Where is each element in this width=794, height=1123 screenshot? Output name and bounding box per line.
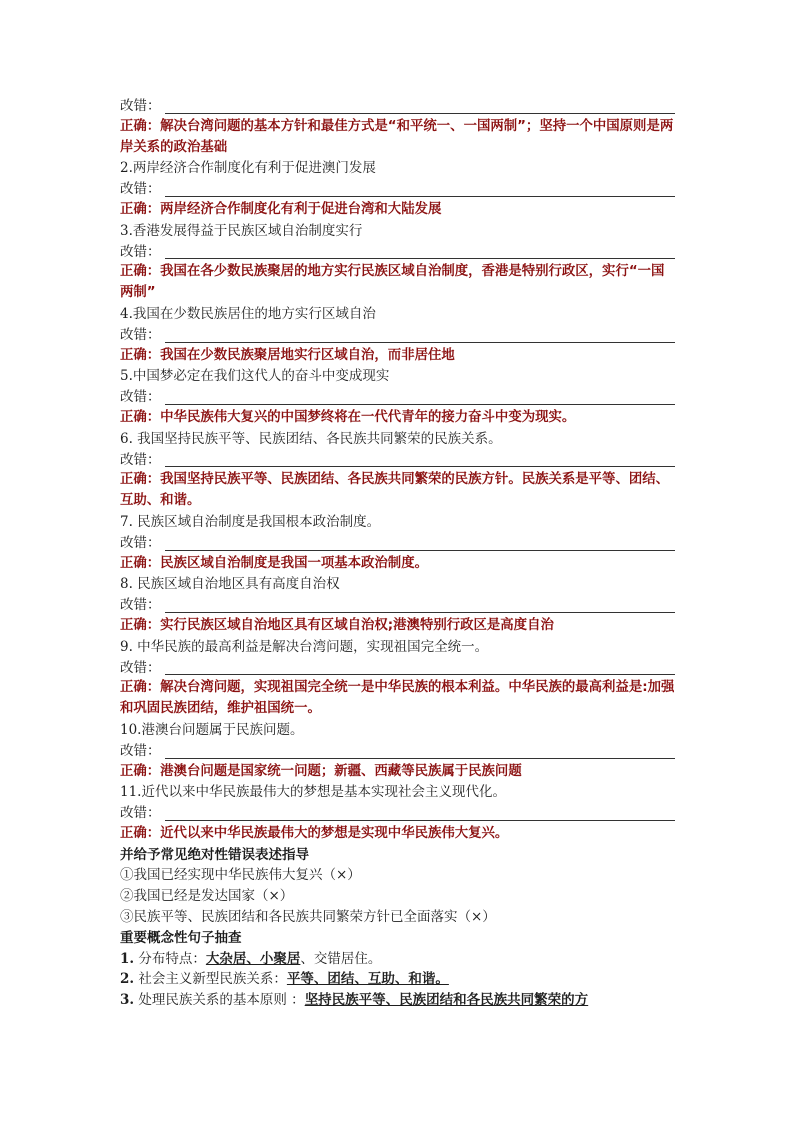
fix-label: 改错： (120, 181, 161, 198)
fix-line (120, 450, 675, 471)
fix-label: 改错： (120, 326, 161, 343)
fix-line (120, 533, 675, 554)
fix-blank[interactable] (165, 660, 676, 675)
fix-line (120, 96, 675, 117)
answer-text: 正确：解决台湾问题的基本方针和最佳方式是“和平统一、一国两制”；坚持一个中国原则是两岸关系的政治基础 (120, 118, 674, 155)
answer-text: 正确：我国在各少数民族聚居的地方实行民族区域自治制度，香港是特别行政区，实行“一国两制” (120, 264, 665, 301)
statement-text: 6. 我国坚持民族平等、民族团结、各民族共同繁荣的民族关系。 (120, 430, 502, 447)
concept-item (120, 990, 675, 1011)
fix-line (120, 242, 675, 263)
statement-text: 5.中国梦必定在我们这代人的奋斗中变成现实 (120, 368, 390, 385)
statement-text: 4.我国在少数民族居住的地方实行区域自治 (120, 305, 376, 322)
fix-blank[interactable] (165, 99, 676, 114)
concept-answer: 大杂居、小聚居 (205, 950, 301, 967)
fix-line (120, 595, 675, 616)
concept-answer: 坚持民族平等、民族团结和各民族共同繁荣的方 (304, 992, 589, 1009)
fix-line (120, 658, 675, 679)
concept-label: 社会主义新型民族关系： (134, 971, 287, 988)
fix-blank[interactable] (165, 390, 676, 405)
fix-line (120, 387, 675, 408)
answer-text: 正确：我国在少数民族聚居地实行区域自治，而非居住地 (120, 347, 455, 363)
section-heading: 并给予常见绝对性错误表述指导 (120, 846, 309, 863)
statement-text: 10.港澳台问题属于民族问题。 (120, 721, 304, 738)
concept-label: 分布特点： (134, 950, 206, 967)
fix-label: 改错： (120, 243, 161, 260)
answer-text: 正确：实行民族区域自治地区具有区域自治权;港澳特别行政区是高度自治 (120, 617, 554, 633)
fix-label: 改错： (120, 534, 161, 551)
answer-text: 正确：解决台湾问题，实现祖国完全统一是中华民族的根本利益。中华民族的最高利益是:加强和巩固民族团结，维护祖国统一。 (120, 680, 675, 717)
fix-label: 改错： (120, 597, 161, 614)
concept-number: 1. (120, 950, 135, 967)
answer-text: 正确：港澳台问题是国家统一问题；新疆、西藏等民族属于民族问题 (120, 763, 522, 779)
statement-text: 11.近代以来中华民族最伟大的梦想是基本实现社会主义现代化。 (120, 784, 506, 801)
fix-line (120, 741, 675, 762)
document-page (120, 96, 675, 1011)
fix-blank[interactable] (165, 328, 676, 343)
answer-text: 正确：中华民族伟大复兴的中国梦终将在一代代青年的接力奋斗中变为现实。 (120, 409, 576, 425)
answer-text: 正确：民族区域自治制度是我国一项基本政治制度。 (120, 555, 428, 571)
fix-blank[interactable] (165, 452, 676, 467)
error-example: ③民族平等、民族团结和各民族共同繁荣方针已全面落实（×） (120, 909, 496, 926)
statement-text: 3.香港发展得益于民族区域自治制度实行 (120, 222, 363, 239)
error-example: ①我国已经实现中华民族伟大复兴（×） (120, 867, 361, 884)
statement-text: 8. 民族区域自治地区具有高度自治权 (120, 576, 340, 593)
statement-text: 2.两岸经济合作制度化有利于促进澳门发展 (120, 160, 376, 177)
concept-number: 3. (120, 992, 135, 1009)
fix-blank[interactable] (165, 806, 676, 821)
fix-line (120, 325, 675, 346)
fix-label: 改错： (120, 742, 161, 759)
answer-text: 正确：我国坚持民族平等、民族团结、各民族共同繁荣的民族方针。民族关系是平等、团结、互助、和谐。 (120, 472, 670, 509)
fix-label: 改错： (120, 659, 161, 676)
fix-label: 改错： (120, 389, 161, 406)
fix-label: 改错： (120, 805, 161, 822)
concept-item (120, 969, 675, 990)
concept-item (120, 949, 675, 970)
fix-blank[interactable] (165, 536, 676, 551)
fix-line (120, 179, 675, 200)
fix-line (120, 803, 675, 824)
fix-blank[interactable] (165, 182, 676, 197)
answer-text: 正确：近代以来中华民族最伟大的梦想是实现中华民族伟大复兴。 (120, 825, 509, 841)
fix-label: 改错： (120, 98, 161, 114)
error-example: ②我国已经是发达国家（×） (120, 888, 294, 905)
statement-text: 9. 中华民族的最高利益是解决台湾问题，实现祖国完全统一。 (120, 638, 489, 655)
fix-blank[interactable] (165, 244, 676, 259)
fix-label: 改错： (120, 451, 161, 468)
answer-text: 正确：两岸经济合作制度化有利于促进台湾和大陆发展 (120, 201, 442, 217)
fix-blank[interactable] (165, 598, 676, 613)
concept-label: 处理民族关系的基本原则 ： (134, 992, 305, 1009)
section-heading: 重要概念性句子抽查 (120, 929, 242, 946)
statement-text: 7. 民族区域自治制度是我国根本政治制度。 (120, 513, 381, 530)
concept-answer: 平等、团结、互助、和谐。 (286, 971, 449, 988)
concept-number: 2. (120, 971, 135, 988)
concept-rest: 、交错居住。 (300, 950, 382, 967)
fix-blank[interactable] (165, 744, 676, 759)
